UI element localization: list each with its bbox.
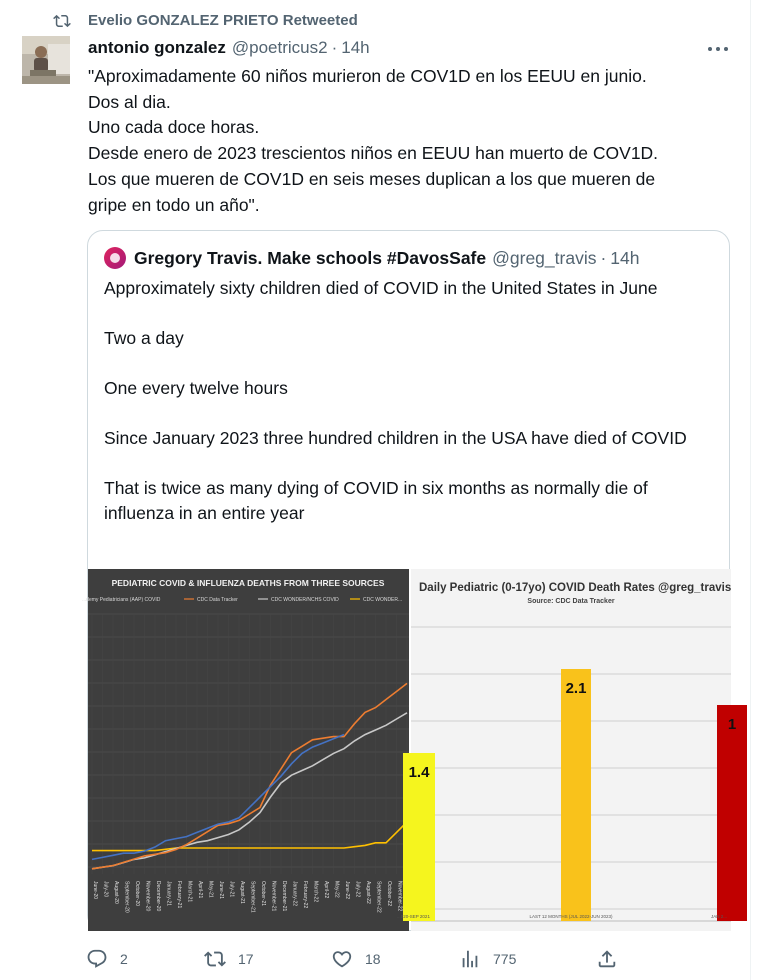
category-label: ...020-SEP 2021 (397, 914, 430, 919)
reply-icon (86, 948, 108, 970)
month-tick-label: March-21 (186, 881, 193, 903)
quoted-paragraph: One every twelve hours (104, 378, 288, 398)
quoted-paragraph: Since January 2023 three hundred children in the USA have died of COVID (104, 428, 687, 448)
month-tick-label: April-21 (197, 881, 203, 899)
bar (561, 669, 591, 921)
retweet-label: Evelio GONZALEZ PRIETO Retweeted (88, 12, 358, 29)
quoted-timestamp: 14h (610, 247, 640, 268)
month-tick-label: June-21 (218, 881, 224, 900)
tweet-line: Desde enero de 2023 trescientos niños en EEUU han muerto de COV1D. (88, 143, 659, 164)
month-tick-label: February-21 (176, 881, 182, 909)
legend-label: ...demy Pediatricians (AAP) COVID (82, 597, 161, 603)
tweet-line: Uno cada doce horas. (88, 117, 260, 138)
legend-label: CDC WONDER... (363, 597, 403, 603)
month-tick-label: August-21 (239, 881, 245, 904)
quoted-tweet[interactable] (82, 230, 737, 931)
retweet-icon (52, 12, 72, 30)
month-tick-label: October-22 (386, 881, 392, 907)
quoted-author-handle: @greg_travis (492, 247, 597, 268)
month-tick-label: September-21 (249, 881, 256, 913)
heart-icon (331, 948, 353, 970)
month-tick-label: August-22 (365, 881, 371, 904)
month-tick-label: June-22 (344, 881, 350, 900)
separator-dot: · (331, 38, 338, 57)
month-tick-label: November-22 (396, 881, 403, 912)
avatar-photo (22, 36, 70, 84)
category-label: JAN 2... (711, 914, 728, 919)
share-icon (596, 948, 618, 970)
month-tick-label: September-22 (375, 881, 382, 913)
bar-value-label: 1.4 (408, 764, 430, 781)
author-name[interactable]: antonio gonzalez (88, 38, 226, 57)
month-tick-label: April-22 (323, 881, 329, 899)
month-tick-label: January-22 (291, 881, 298, 907)
tweet-actions (86, 944, 626, 974)
quoted-paragraph: Two a day (104, 328, 184, 348)
chart-image-left[interactable] (82, 569, 409, 931)
quoted-tweet-text (104, 276, 719, 526)
month-tick-label: December-21 (281, 881, 287, 912)
separator-dot: · (600, 247, 607, 268)
retweet-count: 17 (238, 951, 254, 967)
tweet-line: "Aproximadamente 60 niños murieron de COV1D en los EEUU en junio. (88, 66, 647, 86)
month-tick-label: July-21 (228, 881, 235, 898)
legend-label: CDC WONDER/NCHS COVID (271, 597, 339, 603)
timestamp[interactable]: 14h (341, 38, 370, 57)
tweet-text (88, 64, 738, 218)
more-dot-icon (708, 47, 712, 51)
tweet-header (88, 37, 370, 59)
month-tick-label: December-20 (155, 881, 161, 912)
more-dot-icon (716, 47, 720, 51)
like-count: 18 (365, 951, 381, 967)
legend-label: CDC Data Tracker (197, 597, 238, 603)
like-button[interactable] (331, 944, 381, 974)
month-tick-label: September-20 (123, 881, 130, 913)
quoted-paragraph: That is twice as many dying of COVID in six months as normally die of influenza in an entire year (104, 478, 648, 523)
month-tick-label: May-21 (207, 881, 214, 898)
reply-count: 2 (120, 951, 128, 967)
right-chart-subtitle: Source: CDC Data Tracker (527, 598, 615, 605)
views-button[interactable] (459, 944, 516, 974)
month-tick-label: October-21 (260, 881, 266, 907)
author-handle[interactable]: @poetricus2 (231, 38, 328, 57)
month-tick-label: June-20 (92, 881, 98, 900)
month-tick-label: November-20 (144, 881, 151, 912)
right-chart-title: Daily Pediatric (0-17yo) COVID Death Rates @greg_travis (419, 582, 732, 594)
month-tick-label: January-21 (165, 881, 172, 907)
month-tick-label: May-22 (333, 881, 340, 898)
month-tick-label: August-20 (113, 881, 119, 904)
analytics-icon (459, 948, 481, 970)
bar (717, 705, 747, 921)
category-label: LAST 12 MONTHS (JUL 2022-JUN 2023) (529, 914, 613, 919)
tweet-line: Dos al dia. (88, 91, 171, 112)
reply-button[interactable] (86, 944, 128, 974)
month-tick-label: July-22 (354, 881, 361, 898)
left-chart-title: PEDIATRIC COVID & INFLUENZA DEATHS FROM THREE SOURCES (111, 578, 385, 588)
avatar[interactable] (22, 36, 70, 84)
media-grid (82, 569, 737, 931)
month-tick-label: October-20 (134, 881, 140, 907)
month-tick-label: February-22 (302, 881, 308, 909)
quoted-author-name: Gregory Travis. Make schools #DavosSafe (134, 247, 487, 268)
month-tick-label: March-22 (312, 881, 319, 903)
month-tick-label: July-20 (102, 881, 109, 898)
quoted-paragraph: Approximately sixty children died of COVID in the United States in June (104, 278, 658, 298)
tweet-line: gripe en todo un año". (88, 194, 260, 215)
views-count: 775 (493, 951, 517, 967)
retweet-icon (204, 948, 226, 970)
more-dot-icon (724, 47, 728, 51)
quoted-tweet-header (104, 247, 640, 269)
bar-value-label: 1 (727, 716, 737, 733)
bar-value-label: 2.1 (565, 680, 587, 697)
more-options-button[interactable] (706, 40, 730, 58)
deaths-line-chart (82, 569, 409, 931)
retweet-button[interactable] (204, 944, 254, 974)
month-tick-label: November-21 (270, 881, 277, 912)
share-button[interactable] (596, 944, 618, 974)
tweet-line: Los que mueren de COV1D en seis meses duplican a los que mueren de (88, 168, 656, 189)
quoted-avatar (104, 247, 126, 269)
timeline-border (750, 0, 751, 980)
